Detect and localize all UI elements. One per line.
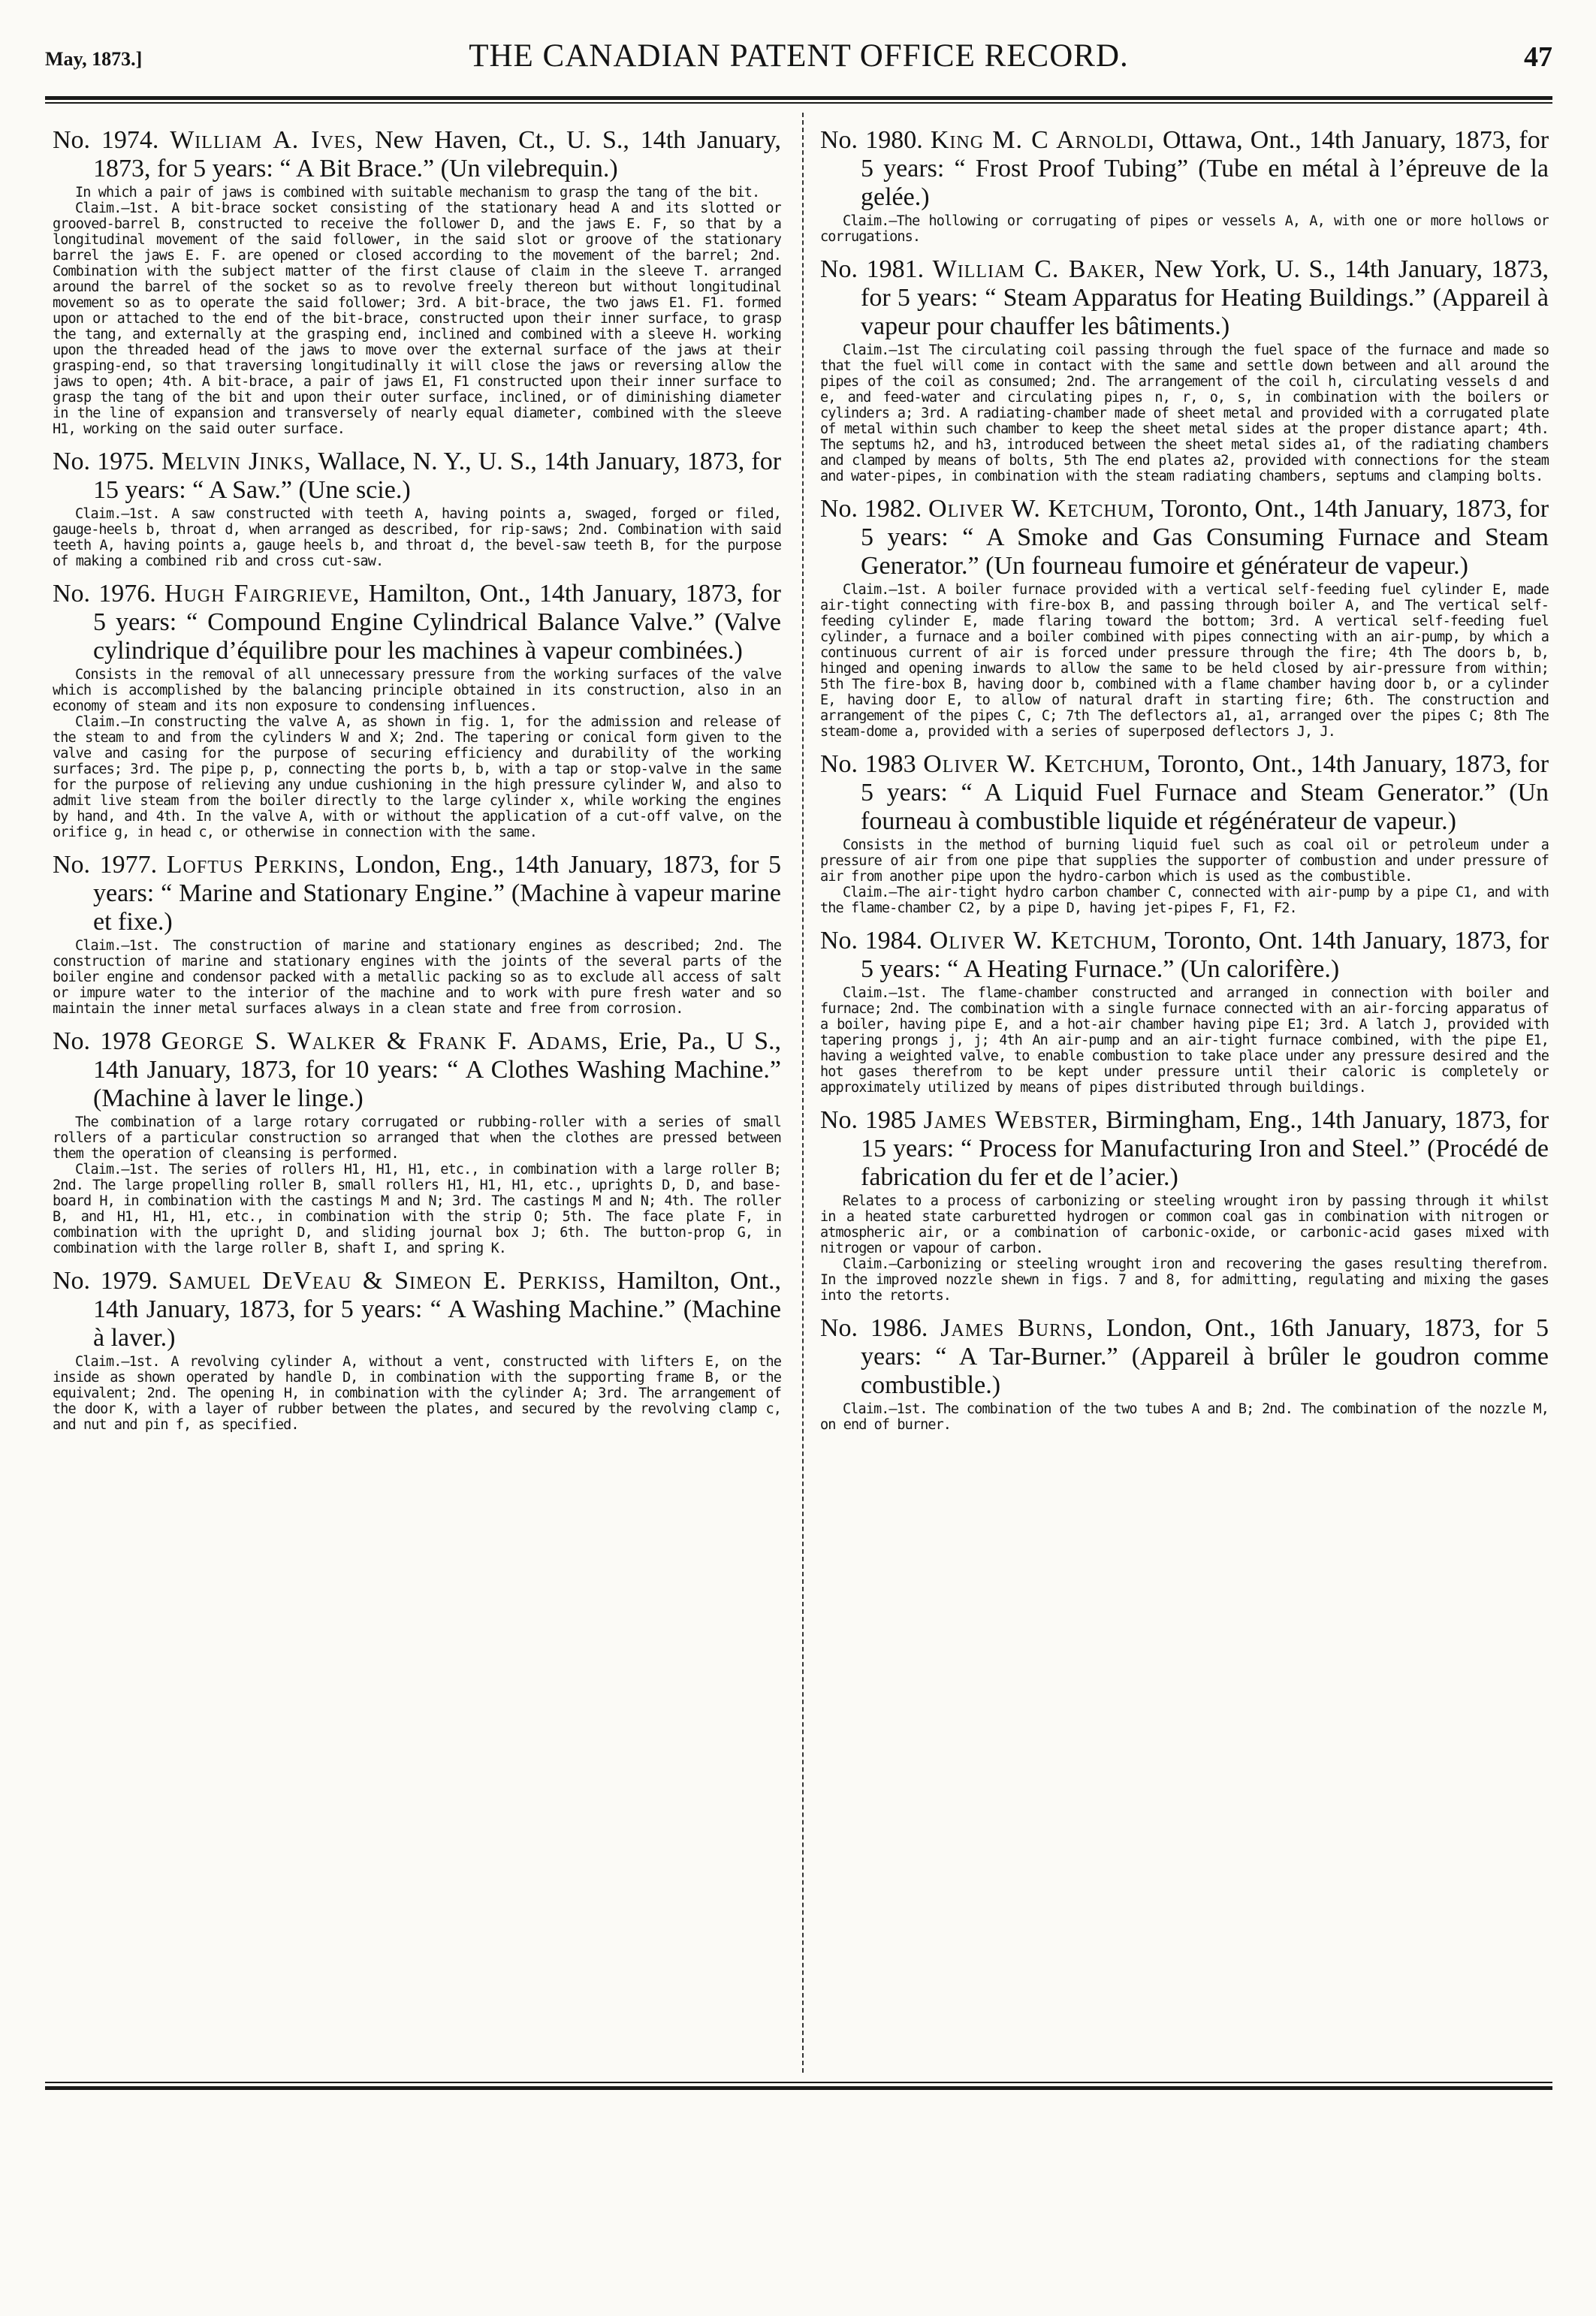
description-paragraph: In which a pair of jaws is combined with suitable mechanism to grasp the tang of the bit. — [75, 185, 760, 201]
patent-details: Toronto, Ont. 14th January, 1873, for 5 years: “ A Heating Furnace.” (Un calorifère.) — [861, 927, 1549, 983]
description-paragraph: Claim.—The hollowing or corrugating of pipes or vessels A, A, with one or more hollows or corrugations. — [820, 213, 1549, 245]
patentee-name: Loftus Perkins, — [166, 851, 346, 879]
patent-description — [820, 837, 1549, 916]
patent-description — [820, 213, 1549, 245]
description-paragraph: Claim.—1st. The combination of the two tubes A and B; 2nd. The combination of the nozzle M, on end of burner. — [820, 1401, 1549, 1433]
description-paragraph: Claim.—1st. The flame-chamber constructed and arranged in connection with boiler and furnace; 2nd. The combination with a single furnace connected with an air-forcing apparatus of a boiler, having pipe E, and a hot-air chamber having pipe E1; 3rd. A latch J, provided with tapering prongs j, j; 4th An air-pump and an air-tight furnace combined, with the pipe E1, having a weighted valve, to enable combustion to take place under any pressure desired and the hot gases therefrom to be kept under pressure until their caloric is completely or approximately utilized by means of pipes distributed through buildings. — [820, 985, 1549, 1096]
publication-title: THE CANADIAN PATENT OFFICE RECORD. — [469, 38, 1129, 74]
description-paragraph: Consists in the removal of all unnecessary pressure from the working surfaces of the valve which is accomplished by the balancing principle obtained in its construction, also in an economy of steam and its non exposure to condensing influences. — [53, 667, 781, 714]
patent-heading — [820, 1314, 1549, 1400]
patent-details: Birmingham, Eng., 14th January, 1873, for 15 years: “ Process for Manufacturing Iron and Steel.” (Procédé de fabrication du fer et de l’acier.) — [861, 1106, 1549, 1191]
patent-entry — [53, 448, 781, 569]
patentee-name: William C. Baker, — [932, 255, 1146, 283]
patent-heading — [820, 927, 1549, 984]
patentee-name: King M. C Arnoldi, — [930, 126, 1155, 154]
description-paragraph: Claim.—1st. A bit-brace socket consisting of the stationary head A and its slotted or grooved-barrel B, constructed to receive the follower D, and the jaws E. F, so that by a longitudinal movement of the said follower, in the said slot or groove of the stationary barrel the jaws E. F. are opened or closed according to the movement of the barrel; 2nd. Combination with the subject matter of the first clause of claim in the sleeve T. arranged around the barrel of the socket so as to revolve freely thereon but without longitudinal movement so as to operate the said follower; 3rd. A bit-brace, the two jaws E1. F1. formed upon or attached to the end of the bit-brace, constructed upon their inner surface, to grasp the tang, and externally at the grasping end, inclined and combined with a sleeve H. working upon the threaded head of the jaws to move over the external surface of the jaws at their grasping-end, so that traversing longitudinally it will close the jaws or reversing allow the jaws to open; 4th. A bit-brace, a pair of jaws E1, F1 constructed upon their inner surface to grasp the tang of the bit and upon their outer surface, inclined, or of diminishing diameter in the line of expansion and transversely of nearly equal diameter, combined with the sleeve H1, working on the said outer surface. — [53, 201, 781, 437]
patentee-name: James Webster, — [923, 1106, 1099, 1134]
patentee-name: George S. Walker & Frank F. Adams, — [161, 1027, 609, 1055]
patentee-name: Hugh Fairgrieve, — [164, 580, 361, 608]
patent-heading — [53, 851, 781, 936]
description-paragraph: Claim.—1st. The construction of marine and stationary engines as described; 2nd. The construction of marine and stationary engines with the joints of the several parts of the boiler engine and condensor packed with a metallic packing so as to exclude all access of salt or impure water to the interior of the machine and to work with pure fresh water and so maintain the inner metal surfaces always in a clean state and free from corrosion. — [53, 938, 781, 1017]
description-paragraph: Claim.—1st. The series of rollers H1, H1, H1, etc., in combination with a large roller B; 2nd. The large propelling roller B, small rollers H1, H1, H1, etc., uprights D, D, and base-board H, in combination with the castings M and N; 3rd. The castings M and N; 4th. The roller B, and H1, H1, H1, etc., in combination with the strip O; 5th. The face plate F, in combination with the upright D, and sliding journal box J; 6th. The button-prop G, in combination with the large roller B, shaft I, and spring K. — [53, 1162, 781, 1256]
patent-heading — [820, 255, 1549, 341]
description-paragraph: Relates to a process of carbonizing or steeling wrought iron by passing through it whilst in a heated state carburetted hydrogen or common coal gas in combination with nitrogen or atmospheric air, or a combination of carbonic-oxide, or carbonic-acid gases mixed with nitrogen or vapour of carbon. — [820, 1193, 1549, 1256]
patent-description — [53, 506, 781, 569]
description-paragraph: Claim.—1st. A revolving cylinder A, without a vent, constructed with lifters E, on the inside as shown operated by handle D, in combination with the supporting frame B, or the equivalent; 2nd. The opening H, in combination with the cylinder A; 3rd. The arrangement of the door K, with a layer of rubber between the plates, and secured by the revolving clamp c, and nut and pin f, as specified. — [53, 1354, 781, 1433]
patent-number: No. 1983 — [820, 750, 916, 778]
page-number: 47 — [1524, 41, 1552, 73]
patent-heading — [53, 1027, 781, 1113]
description-paragraph: Claim.—1st. A saw constructed with teeth A, having points a, swaged, forged or filed, gauge-heels b, throat d, when arranged as described, for rip-saws; 2nd. Combination with said teeth A, having points a, gauge heels b, and throat d, the bevel-saw teeth B, for the purpose of making a combined rib and cross cut-saw. — [53, 506, 781, 569]
description-paragraph: The combination of a large rotary corrugated or rubbing-roller with a series of small rollers of a particular construction so arranged that when the clothes are pressed between them the operation of cleansing is performed. — [53, 1114, 781, 1162]
patent-entry — [53, 1267, 781, 1433]
patent-heading — [820, 126, 1549, 212]
running-head — [45, 32, 1552, 87]
patent-entry — [820, 126, 1549, 245]
description-paragraph: Claim.—Carbonizing or steeling wrought iron and recovering the gases resulting therefrom. In the improved nozzle shewn in figs. 7 and 8, for admitting, regulating and mixing the gases into the retorts. — [820, 1256, 1549, 1304]
patent-number: No. 1986. — [820, 1314, 928, 1342]
description-paragraph: Claim.—In constructing the valve A, as shown in fig. 1, for the admission and release of the steam to and from the cylinders W and X; 2nd. The tapering or conical form given to the valve and casing for the purpose of securing efficiency and durability of the working surfaces; 3rd. The pipe p, p, connecting the ports b, b, with a tap or stop-valve in the same for the purpose of relieving any undue cushioning in the high pressure cylinder W, and also to admit live steam from the boiler directly to the large cylinder x, while working the engines by hand, and 4th. In the valve A, with or without the application of a cut-off valve, on the orifice g, in head c, or otherwise in connection with the same. — [53, 714, 781, 840]
footer-double-rule — [45, 2082, 1552, 2090]
patent-description — [820, 1401, 1549, 1433]
patentee-name: Oliver W. Ketchum, — [923, 750, 1151, 778]
patent-details: Hamilton, Ont., 14th January, 1873, for 5 years: “ A Washing Machine.” (Machine à laver.) — [93, 1267, 781, 1352]
right-column — [820, 126, 1549, 2071]
patent-details: Erie, Pa., U S., 14th January, 1873, for 10 years: “ A Clothes Washing Machine.” (Machine à laver le linge.) — [93, 1027, 781, 1112]
patent-number: No. 1977. — [53, 851, 158, 879]
patent-heading — [820, 750, 1549, 836]
column-divider — [802, 113, 804, 2073]
header-double-rule — [45, 96, 1552, 104]
description-paragraph: Claim.—1st The circulating coil passing through the fuel space of the furnace and made so that the fuel will come in contact with the same and settle down between and all around the pipes of the coil as consumed; 2nd. The arrangement of the coil h, circulating vessels d and e, and feed-water and circulating pipes n, r, o, s, in combination with the boilers or cylinders a; 3rd. A radiating-chamber made of sheet metal and provided with a corrugated plate of metal within such chamber to keep the sheet metal sides at the proper distance apart; 4th. The septums h2, and h3, introduced between the sheet metal sides a1, of the radiating chambers and clamped by means of bolts, 5th The end plates a2, provided with connections for the steam and water-pipes, in combination with the steam radiating chambers, septums and clamping bolts. — [820, 342, 1549, 484]
issue-date: May, 1873.] — [45, 48, 143, 70]
patent-entry — [820, 255, 1549, 484]
description-paragraph: Claim.—The air-tight hydro carbon chamber C, connected with air-pump by a pipe C1, and with the flame-chamber C2, by a pipe D, having jet-pipes F, F1, F2. — [820, 885, 1549, 916]
left-column — [53, 126, 781, 2071]
patent-details: Toronto, Ont., 14th January, 1873, for 5 years: “ A Liquid Fuel Furnace and Steam Generator.” (Un fourneau à combustible liquide et régénérateur de vapeur.) — [861, 750, 1549, 835]
patent-entry — [53, 126, 781, 437]
patentee-name: Oliver W. Ketchum, — [929, 927, 1158, 954]
patent-entry — [53, 1027, 781, 1256]
patentee-name: Oliver W. Ketchum, — [928, 495, 1155, 523]
patent-details: London, Ont., 16th January, 1873, for 5 years: “ A Tar-Burner.” (Appareil à brûler le goudron comme combustible.) — [861, 1314, 1549, 1399]
patentee-name: James Burns, — [940, 1314, 1094, 1342]
patent-number: No. 1979. — [53, 1267, 158, 1295]
patent-entry — [820, 495, 1549, 740]
patent-description — [820, 342, 1549, 484]
patent-heading — [53, 1267, 781, 1353]
patent-number: No. 1985 — [820, 1106, 916, 1134]
patent-details: London, Eng., 14th January, 1873, for 5 years: “ Marine and Stationary Engine.” (Machine à vapeur marine et fixe.) — [93, 851, 781, 936]
patent-description — [53, 1114, 781, 1256]
patent-description — [53, 1354, 781, 1433]
patent-entry — [53, 851, 781, 1017]
description-paragraph: Claim.—1st. A boiler furnace provided with a vertical self-feeding fuel cylinder E, made air-tight connecting with fire-box B, and passing through boiler A, and The vertical self-feeding cylinder E, made flaring toward the bottom; 3rd. A vertical self-feeding fuel cylinder, a furnace and a boiler combined with pipes connecting with an air-pump, by which a continuous current of air is forced under pressure through the fire; 4th The doors b, b, hinged and opening inwards to allow the same to be held closed by air-pressure from within; 5th The fire-box B, having door b, combined with a flame chamber having door b, or a cylinder E, having door E, to allow of natural draft in starting fire; 6th. The construction and arrangement of the pipes C, C; 7th The deflectors a1, a1, arranged over the pipes C; 8th The steam-dome a, provided with a series of superposed deflectors J, J. — [820, 582, 1549, 740]
patent-number: No. 1976. — [53, 580, 156, 608]
patent-number: No. 1978 — [53, 1027, 152, 1055]
patent-number: No. 1982. — [820, 495, 922, 523]
patent-description — [53, 667, 781, 840]
patent-details: New Haven, Ct., U. S., 14th January, 1873, for 5 years: “ A Bit Brace.” (Un vilebrequin.) — [93, 126, 781, 182]
patent-entry — [820, 1106, 1549, 1304]
patent-heading — [53, 580, 781, 665]
patent-description — [820, 582, 1549, 740]
patentee-name: Samuel DeVeau & Simeon E. Perkiss, — [168, 1267, 607, 1295]
patent-details: Toronto, Ont., 14th January, 1873, for 5 years: “ A Smoke and Gas Consuming Furnace and Steam Generator.” (Un fourneau fumoire et générateur de vapeur.) — [861, 495, 1549, 580]
patent-description — [820, 985, 1549, 1096]
patent-details: Hamilton, Ont., 14th January, 1873, for 5 years: “ Compound Engine Cylindrical Balance Valve.” (Valve cylindrique d’équilibre pour les machines à vapeur combinées.) — [93, 580, 781, 665]
patent-entry — [820, 927, 1549, 1096]
patent-entry — [53, 580, 781, 840]
patent-heading — [53, 126, 781, 183]
patentee-name: Melvin Jinks, — [161, 448, 312, 475]
patent-description — [820, 1193, 1549, 1304]
patent-heading — [820, 1106, 1549, 1192]
patent-description — [53, 185, 781, 437]
patent-number: No. 1974. — [53, 126, 159, 154]
patent-number: No. 1975. — [53, 448, 155, 475]
patent-number: No. 1984. — [820, 927, 923, 954]
description-paragraph: Consists in the method of burning liquid fuel such as coal oil or petroleum under a pressure of air from one pipe that supplies the supporter of combustion and under pressure of air from another pipe upon the hydro-carbon which is used as the combustible. — [820, 837, 1549, 885]
patent-number: No. 1981. — [820, 255, 925, 283]
patent-entry — [820, 750, 1549, 916]
patent-details: Wallace, N. Y., U. S., 14th January, 1873, for 15 years: “ A Saw.” (Une scie.) — [93, 448, 781, 504]
patent-description — [53, 938, 781, 1017]
patent-heading — [820, 495, 1549, 581]
patent-heading — [53, 448, 781, 505]
patent-details: New York, U. S., 14th January, 1873, for 5 years: “ Steam Apparatus for Heating Buildings.” (Appareil à vapeur pour chauffer les bâtiments.) — [861, 255, 1549, 340]
patent-number: No. 1980. — [820, 126, 923, 154]
patent-details: Ottawa, Ont., 14th January, 1873, for 5 years: “ Frost Proof Tubing” (Tube en métal à l’épreuve de la gelée.) — [861, 126, 1549, 211]
patent-entry — [820, 1314, 1549, 1433]
patentee-name: William A. Ives, — [170, 126, 364, 154]
